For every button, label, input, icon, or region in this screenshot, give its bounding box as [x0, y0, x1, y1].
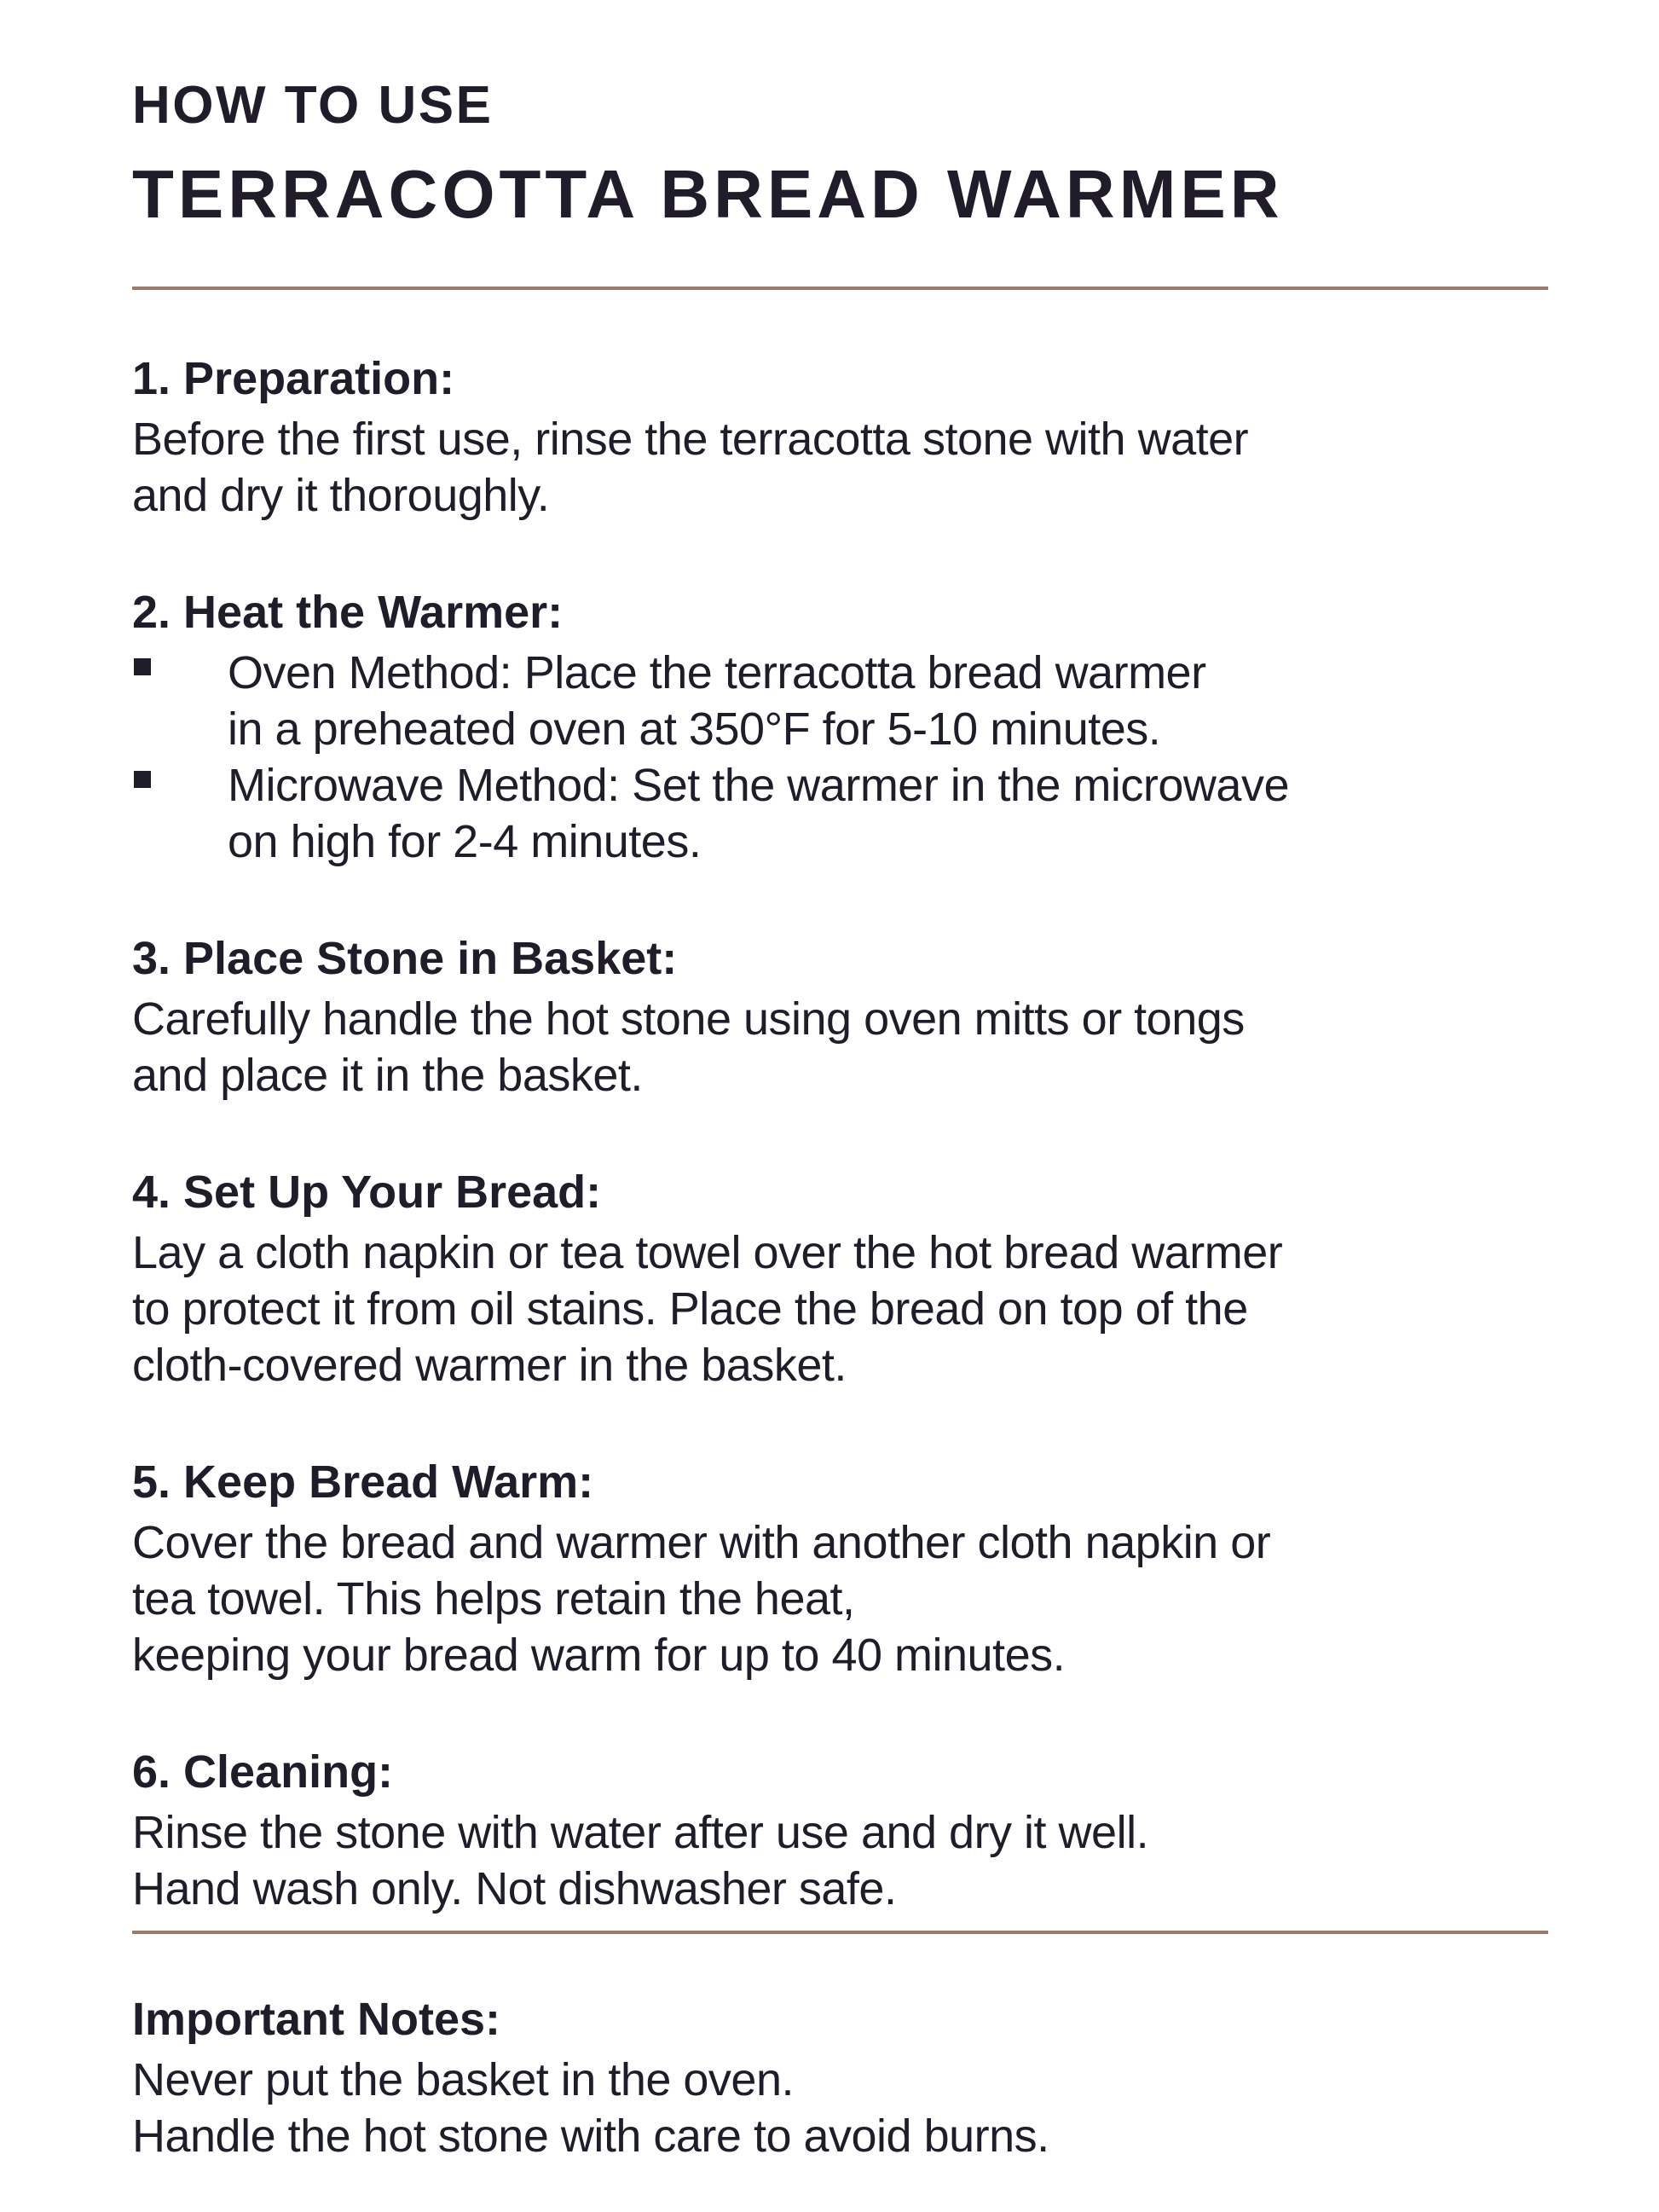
section-heat-the-warmer — [132, 585, 1548, 870]
section-keep-bread-warm — [132, 1455, 1548, 1683]
square-bullet-icon — [134, 771, 151, 788]
body-line: and dry it thoroughly. — [132, 470, 550, 521]
body-line: in a preheated oven at 350°F for 5-10 minutes. — [228, 704, 1161, 755]
notes-heading: Important Notes: — [132, 1994, 500, 2045]
list-item — [132, 645, 1548, 757]
body-line: Rinse the stone with water after use and dry it well. — [132, 1807, 1149, 1858]
body-line: Oven Method: Place the terracotta bread warmer — [228, 647, 1206, 698]
section-cleaning — [132, 1745, 1548, 1917]
body-line: Cover the bread and warmer with another cloth napkin or — [132, 1517, 1271, 1568]
section-important-notes — [132, 1992, 1548, 2164]
body-line: Handle the hot stone with care to avoid burns. — [132, 2111, 1049, 2162]
section-heading: 4. Set Up Your Bread: — [132, 1167, 602, 1218]
section-preparation — [132, 351, 1548, 524]
section-heading: 2. Heat the Warmer: — [132, 587, 564, 638]
body-line: Before the first use, rinse the terracotta stone with water — [132, 414, 1249, 465]
section-heading: 5. Keep Bread Warm: — [132, 1456, 594, 1508]
section-heading: 3. Place Stone in Basket: — [132, 933, 678, 984]
body-line: keeping your bread warm for up to 40 minutes. — [132, 1630, 1066, 1681]
list-item — [132, 757, 1548, 870]
body-line: to protect it from oil stains. Place the bread on top of the — [132, 1283, 1248, 1335]
body-line: tea towel. This helps retain the heat, — [132, 1573, 855, 1624]
body-line: Never put the basket in the oven. — [132, 2054, 794, 2105]
page-title: TERRACOTTA BREAD WARMER — [132, 156, 1284, 232]
body-line: Hand wash only. Not dishwasher safe. — [132, 1863, 897, 1914]
section-heading: 1. Preparation: — [132, 353, 455, 404]
body-line: and place it in the basket. — [132, 1050, 643, 1101]
body-line: Lay a cloth napkin or tea towel over the hot bread warmer — [132, 1227, 1283, 1278]
section-place-stone-in-basket — [132, 931, 1548, 1103]
body-line: Microwave Method: Set the warmer in the microwave — [228, 760, 1289, 811]
body-line: on high for 2-4 minutes. — [228, 816, 702, 867]
kicker-heading: HOW TO USE — [132, 76, 494, 135]
divider-top — [132, 287, 1548, 290]
section-heading: 6. Cleaning: — [132, 1746, 394, 1798]
section-set-up-your-bread — [132, 1165, 1548, 1393]
bullet-text — [228, 645, 1206, 757]
bullet-text — [228, 757, 1289, 870]
body-line: cloth-covered warmer in the basket. — [132, 1340, 847, 1391]
bullet-list — [132, 645, 1548, 870]
square-bullet-icon — [134, 658, 151, 675]
divider-bottom — [132, 1931, 1548, 1934]
body-line: Carefully handle the hot stone using oven mitts or tongs — [132, 993, 1245, 1045]
